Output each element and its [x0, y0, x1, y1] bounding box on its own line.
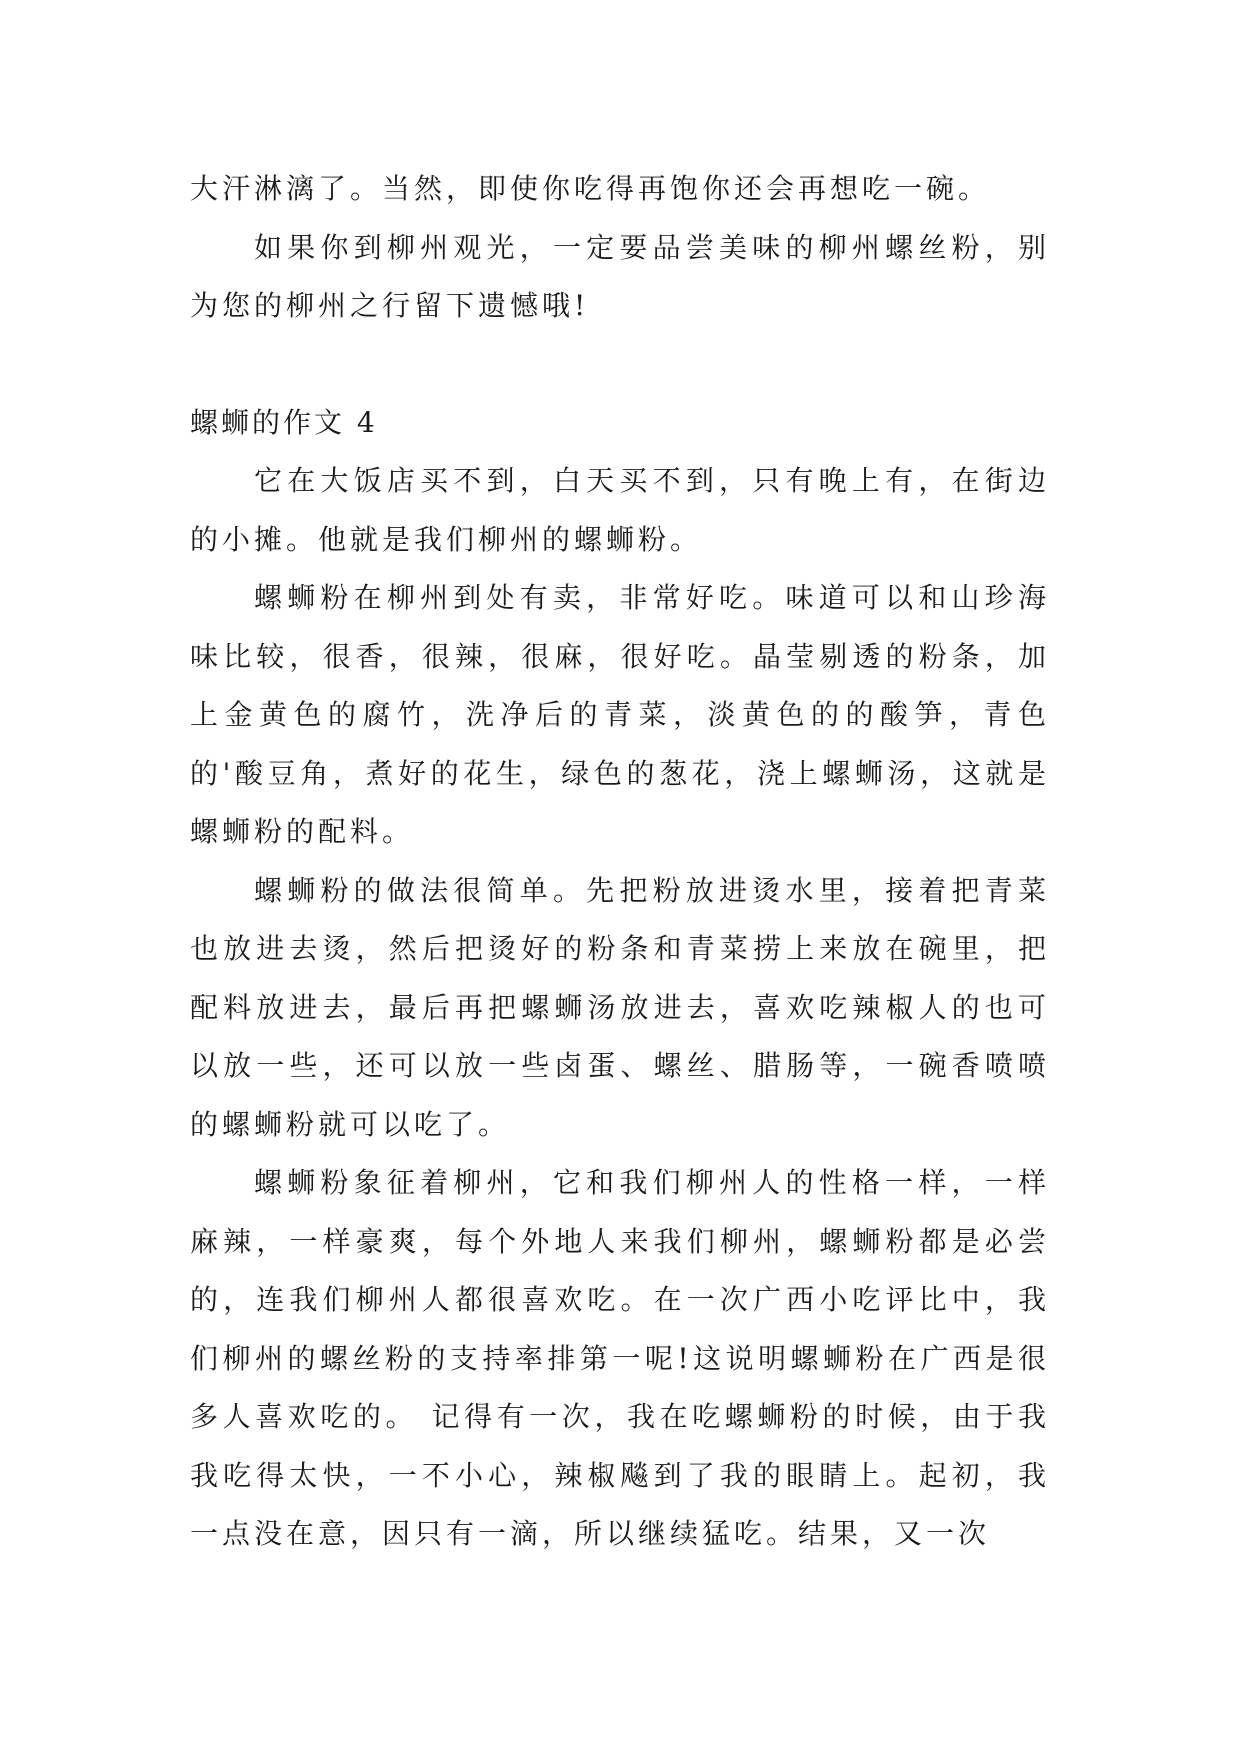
paragraph-ingredients: 螺蛳粉在柳州到处有卖，非常好吃。味道可以和山珍海味比较，很香，很辣，很麻，很好吃。晶莹剔透的粉条，加上金黄色的腐竹，洗净后的青菜，淡黄色的的酸笋，青色的'酸豆角，煮好的花生，绿色的葱花，浇上螺蛳汤，这就是螺蛳粉的配料。 — [190, 581, 1050, 848]
paragraph-closing: 如果你到柳州观光，一定要品尝美味的柳州螺丝粉，别为您的柳州之行留下遗憾哦! — [190, 230, 1050, 322]
paragraph-continued: 大汗淋漓了。当然，即使你吃得再饱你还会再想吃一碗。 — [190, 172, 991, 205]
paragraph-intro: 它在大饭店买不到，白天买不到，只有晚上有，在街边的小摊。他就是我们柳州的螺蛳粉。 — [190, 464, 1050, 556]
paragraph-symbol: 螺蛳粉象征着柳州，它和我们柳州人的性格一样，一样麻辣，一样豪爽，每个外地人来我们柳州，螺蛳粉都是必尝的，连我们柳州人都很喜欢吃。在一次广西小吃评比中，我们柳州的螺丝粉的支持率排第一呢!这说明螺蛳粉在广西是很多人喜欢吃的。 记得有一次，我在吃螺蛳粉的时候，由于我我吃得太快，一不小心，辣椒飚到了我的眼睛上。起初，我一点没在意，因只有一滴，所以继续猛吃。结果，又一次 — [190, 1166, 1050, 1550]
paragraph-method: 螺蛳粉的做法很简单。先把粉放进烫水里，接着把青菜也放进去烫，然后把烫好的粉条和青菜捞上来放在碗里，把配料放进去，最后再把螺蛳汤放进去，喜欢吃辣椒人的也可以放一些，还可以放一些卤蛋、螺丝、腊肠等，一碗香喷喷的螺蛳粉就可以吃了。 — [190, 873, 1050, 1141]
section-heading: 螺蛳的作文 4 — [190, 405, 378, 439]
document-body — [190, 160, 1050, 1564]
